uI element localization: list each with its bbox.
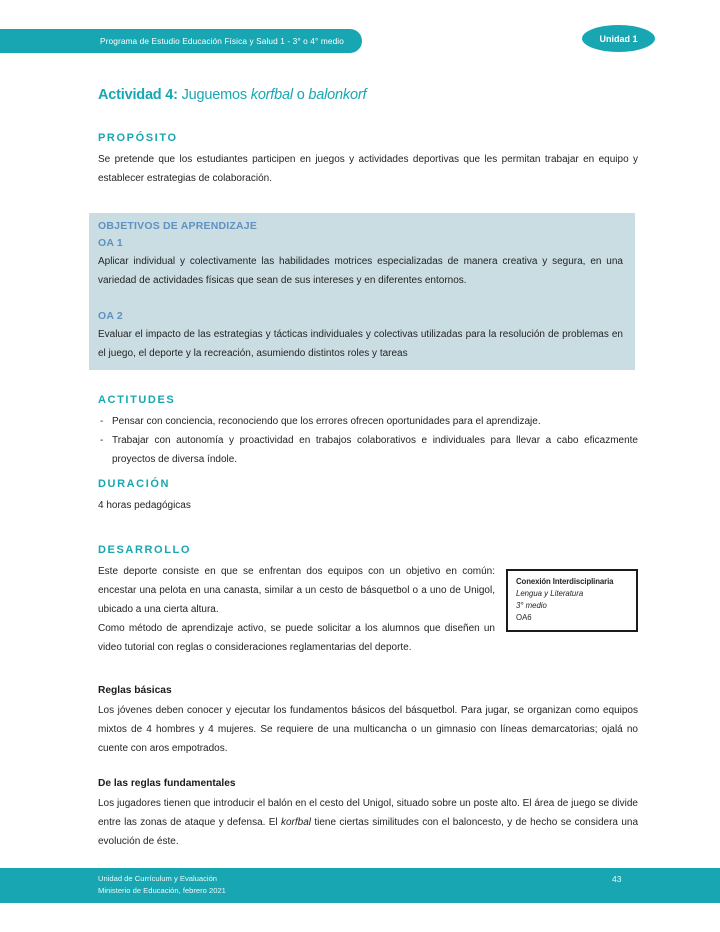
unit-badge-label: Unidad 1 [599,33,638,44]
actitud-text-1: Pensar con conciencia, reconociendo que los errores ofrecen oportunidades para el aprendizaje. [112,416,541,427]
list-item [98,412,638,431]
oa2-label: OA 2 [98,310,123,322]
desarrollo-heading: DESARROLLO [98,544,191,556]
oa2-text: Evaluar el impacto de las estrategias y tácticas individuales y colectivas utilizadas para la resolución de problemas en el juego, el deporte y la recreación, asumiendo distintos roles y tareas [98,329,623,359]
unit-badge [582,25,655,52]
actitudes-list [98,412,638,469]
proposito-heading: PROPÓSITO [98,132,178,144]
oa-item [98,308,623,363]
desarrollo-paragraph-1: Este deporte consiste en que se enfrentan dos equipos con un objetivo en común: encestar una pelota en una canasta, similar a un cesto de básquetbol o a uno de Unigol, ubicado a una cierta altura. [98,566,495,615]
bullet-dash: - [100,416,104,427]
conexion-oa: OA6 [516,613,532,622]
conexion-interdisciplinaria-box [506,569,638,632]
objetivos-heading: OBJETIVOS DE APRENDIZAJE [98,220,258,232]
list-item [98,431,638,469]
title-italic-2: balonkorf [308,87,367,103]
title-text-1: Juguemos [177,87,251,103]
page-content [98,86,638,851]
title-italic-1: korfbal [250,87,293,103]
rf-text-pre: Los jugadores tienen que introducir el balón en el cesto del Unigol, situado sobre un poste alto. El área de juego se divide entre las zonas de ataque y defensa. El [98,798,638,828]
duracion-body: 4 horas pedagógicas [98,500,191,511]
actitud-text-2: Trabajar con autonomía y proactividad en trabajos colaborativos e individuales para llevar a cabo eficazmente proyectos de diversa índole. [112,435,638,465]
reglas-fundamentales-heading: De las reglas fundamentales [98,778,236,789]
rf-text-post: tiene ciertas similitudes con el baloncesto, y de hecho se considera una evolución de éste. [98,817,639,847]
reglas-basicas-heading: Reglas básicas [98,685,172,696]
header-program-bar [0,29,362,53]
page-number: 43 [612,874,622,884]
desarrollo-block [98,562,638,657]
reglas-basicas-body: Los jóvenes deben conocer y ejecutar los fundamentos básicos del básquetbol. Para jugar, se organizan como equipos mixtos de 4 hombres y 4 mujeres. Se requiere de una multicancha o un gimnasio con líneas demarcatorias; ojalá no cuente con aros empotrados. [98,705,638,754]
conexion-title: Conexión Interdisciplinaria [516,577,614,586]
duracion-heading: DURACIÓN [98,478,171,490]
footer-credits [98,873,226,897]
reglas-fundamentales-body [98,794,638,851]
oa-item [98,235,623,290]
oa1-label: OA 1 [98,237,123,249]
desarrollo-paragraph-2: Como método de aprendizaje activo, se puede solicitar a los alumnos que diseñen un video tutorial con reglas o consideraciones reglamentarias del deporte. [98,623,495,653]
conexion-subject: Lengua y Literatura [516,589,584,598]
activity-number: Actividad 4: [98,87,178,103]
footer-line-2: Ministerio de Educación, febrero 2021 [98,886,226,895]
page-title [98,86,638,105]
footer-bar [0,868,720,903]
objetivos-box [89,213,635,370]
rf-text-italic: korfbal [281,817,312,828]
title-text-2: o [292,87,309,103]
bullet-dash: - [100,435,104,446]
proposito-body: Se pretende que los estudiantes participen en juegos y actividades deportivas que les permitan trabajar en equipo y establecer estrategias de colaboración. [98,154,638,184]
program-label: Programa de Estudio Educación Física y Salud 1 - 3° o 4° medio [100,36,344,46]
oa1-text: Aplicar individual y colectivamente las habilidades motrices especializadas de manera creativa y segura, en una variedad de actividades físicas que sean de sus intereses y en diferentes entornos. [98,256,623,286]
conexion-level: 3° medio [516,601,547,610]
actitudes-heading: ACTITUDES [98,394,176,406]
footer-line-1: Unidad de Currículum y Evaluación [98,874,218,883]
